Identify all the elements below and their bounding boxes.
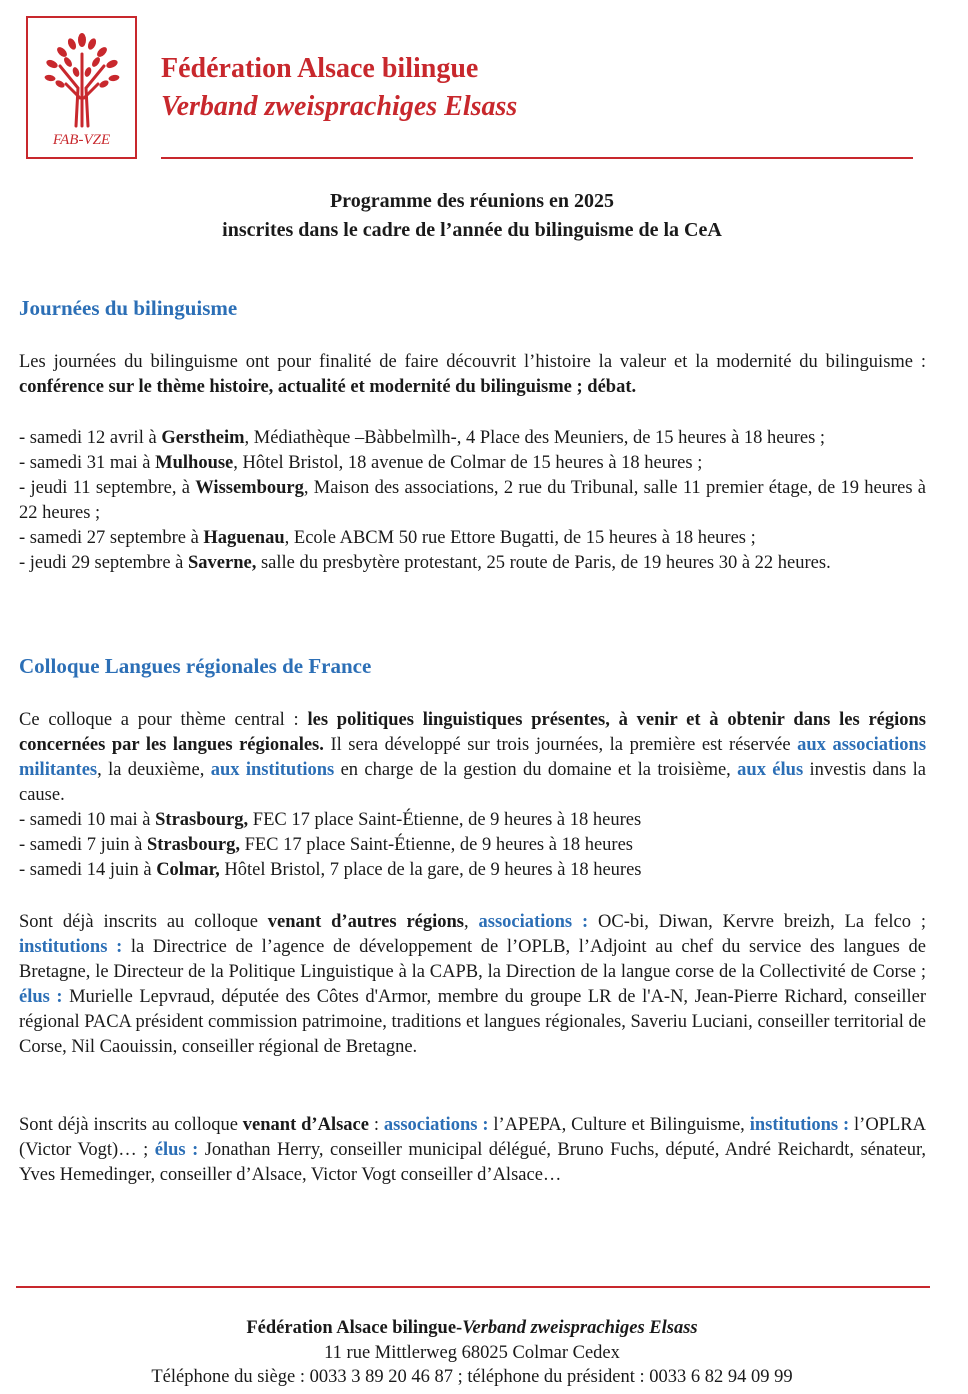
event-detail: salle du presbytère protestant, 25 route de Paris, de 19 heures 30 à 22 heures. — [256, 553, 831, 573]
highlight-institutions: aux institutions — [210, 760, 335, 780]
footer-phones: Téléphone du siège : 0033 3 89 20 46 87 ; téléphone du président : 0033 6 82 94 09 99 — [151, 1367, 793, 1387]
label-elus: élus : — [154, 1140, 199, 1160]
list-item — [19, 833, 926, 858]
other-regions-paragraph — [19, 910, 926, 1060]
paragraph-bold: venant d’autres régions — [267, 912, 465, 932]
tree-logo-icon — [38, 26, 126, 130]
event-date: - samedi 27 septembre à — [19, 528, 199, 548]
event-city: Saverne, — [188, 553, 257, 573]
footer-divider — [16, 1286, 930, 1288]
event-date: - samedi 14 juin à — [19, 860, 152, 880]
document-title-line-1: Programme des réunions en 2025 — [329, 190, 615, 212]
footer-org-fr: Fédération Alsace bilingue- — [246, 1318, 463, 1338]
label-associations: associations : — [383, 1115, 489, 1135]
event-detail: , Ecole ABCM 50 rue Ettore Bugatti, de 15 heures à 18 heures ; — [284, 528, 756, 548]
event-detail: , Maison des associations, 2 rue du Tribunal, salle 11 premier étage, de 19 heures à 22 heures ; — [19, 478, 927, 523]
colloque-intro-bold: les politiques linguistiques présentes, à venir et à obtenir dans les régions concernées par les langues régionales. — [19, 710, 927, 755]
event-date: - samedi 12 avril à — [19, 428, 157, 448]
event-city: Wissembourg — [195, 478, 304, 498]
journees-event-list — [19, 426, 926, 576]
list-item — [19, 476, 926, 526]
label-institutions: institutions : — [19, 937, 123, 957]
paragraph-text: , — [464, 912, 469, 932]
paragraph-text: Sont déjà inscrits au colloque — [19, 912, 258, 932]
list-item — [19, 426, 926, 451]
event-detail: FEC 17 place Saint-Étienne, de 9 heures à 18 heures — [239, 835, 633, 855]
paragraph-text: : — [368, 1115, 379, 1135]
event-detail: , Médiathèque –Bàbbelmìlh-, 4 Place des Meuniers, de 15 heures à 18 heures ; — [244, 428, 826, 448]
event-date: - jeudi 29 septembre à — [19, 553, 184, 573]
footer-org-de: Verband zweisprachiges Elsass — [462, 1318, 698, 1338]
paragraph-text: l’OPLRA (Victor Vogt)… ; — [19, 1115, 926, 1160]
colloque-intro-text: Ce colloque a pour thème central : — [19, 710, 299, 730]
footer-address: 11 rue Mittlerweg 68025 Colmar Cedex — [324, 1343, 620, 1363]
event-city: Colmar, — [156, 860, 220, 880]
section-heading-journees: Journées du bilinguisme — [19, 296, 238, 320]
event-detail: , Hôtel Bristol, 18 avenue de Colmar de 15 heures à 18 heures ; — [233, 453, 703, 473]
event-city: Strasbourg, — [155, 810, 249, 830]
label-institutions: institutions : — [749, 1115, 850, 1135]
list-item — [19, 526, 926, 551]
footer-org — [0, 1318, 944, 1339]
label-elus: élus : — [19, 987, 63, 1007]
event-detail: Hôtel Bristol, 7 place de la gare, de 9 heures à 18 heures — [219, 860, 642, 880]
org-name-fr: Fédération Alsace bilingue — [161, 53, 479, 84]
alsace-paragraph — [19, 1113, 926, 1188]
event-date: - samedi 31 mai à — [19, 453, 151, 473]
colloque-intro-text: , la deuxième, — [97, 760, 205, 780]
section-heading-colloque: Colloque Langues régionales de France — [19, 654, 372, 678]
list-item — [19, 858, 926, 883]
header-divider — [161, 157, 913, 159]
document-title-line-2: inscrites dans le cadre de l’année du bilinguisme de la CeA — [222, 219, 722, 241]
list-item — [19, 551, 926, 576]
highlight-associations: aux associations militantes — [19, 735, 927, 780]
event-city: Gerstheim — [161, 428, 245, 448]
journees-intro-bold: conférence sur le thème histoire, actualité et modernité du bilinguisme ; débat. — [19, 377, 637, 397]
paragraph-text: Sont déjà inscrits au colloque — [19, 1115, 238, 1135]
event-date: - jeudi 11 septembre, à — [19, 478, 190, 498]
highlight-elus: aux élus — [737, 760, 804, 780]
event-date: - samedi 7 juin à — [19, 835, 143, 855]
colloque-intro — [19, 708, 926, 883]
journees-intro — [19, 350, 926, 400]
journees-intro-text: Les journées du bilinguisme ont pour finalité de faire découvrit l’histoire la valeur et la modernité du bilinguisme : — [19, 352, 926, 372]
list-item — [19, 451, 926, 476]
event-city: Mulhouse — [155, 453, 234, 473]
paragraph-text: l’APEPA, Culture et Bilinguisme, — [488, 1115, 745, 1135]
logo-text: FAB-VZE — [52, 132, 111, 148]
paragraph-bold: venant d’Alsace — [242, 1115, 369, 1135]
logo — [26, 16, 137, 159]
label-associations: associations : — [478, 912, 589, 932]
paragraph-text: Murielle Lepvraud, députée des Côtes d'Armor, membre du groupe LR de l'A-N, Jean-Pierre Richard, conseiller régional PACA président commission patrimoine, traditions et langues régionales, Saveriu Luciani, conseiller territorial de Corse, Nil Caouissin, conseiller régional de Bretagne. — [19, 987, 927, 1057]
colloque-intro-text: en charge de la gestion du domaine et la troisième, — [334, 760, 731, 780]
event-date: - samedi 10 mai à — [19, 810, 151, 830]
list-item — [19, 808, 926, 833]
colloque-intro-text: Il sera développé sur trois journées, la première est réservée — [323, 735, 791, 755]
event-detail: FEC 17 place Saint-Étienne, de 9 heures à 18 heures — [248, 810, 642, 830]
event-city: Strasbourg, — [146, 835, 240, 855]
event-city: Haguenau — [203, 528, 285, 548]
paragraph-text: la Directrice de l’agence de développement de l’OPLB, l’Adjoint au chef du service des langues de Bretagne, le Directeur de la Politique Linguistique à la CAPB, la Direction de la langue corse de la Collectivité de Corse ; — [19, 937, 927, 982]
org-name-de: Verband zweisprachiges Elsass — [161, 91, 518, 122]
colloque-intro-text: investis dans la cause. — [19, 760, 927, 805]
paragraph-text: OC-bi, Diwan, Kervre breizh, La felco ; — [588, 912, 926, 932]
paragraph-text: Jonathan Herry, conseiller municipal délégué, Bruno Fuchs, député, André Reichardt, sénateur, Yves Hemedinger, conseiller d’Alsace, Victor Vogt conseiller d’Alsace… — [19, 1140, 927, 1185]
